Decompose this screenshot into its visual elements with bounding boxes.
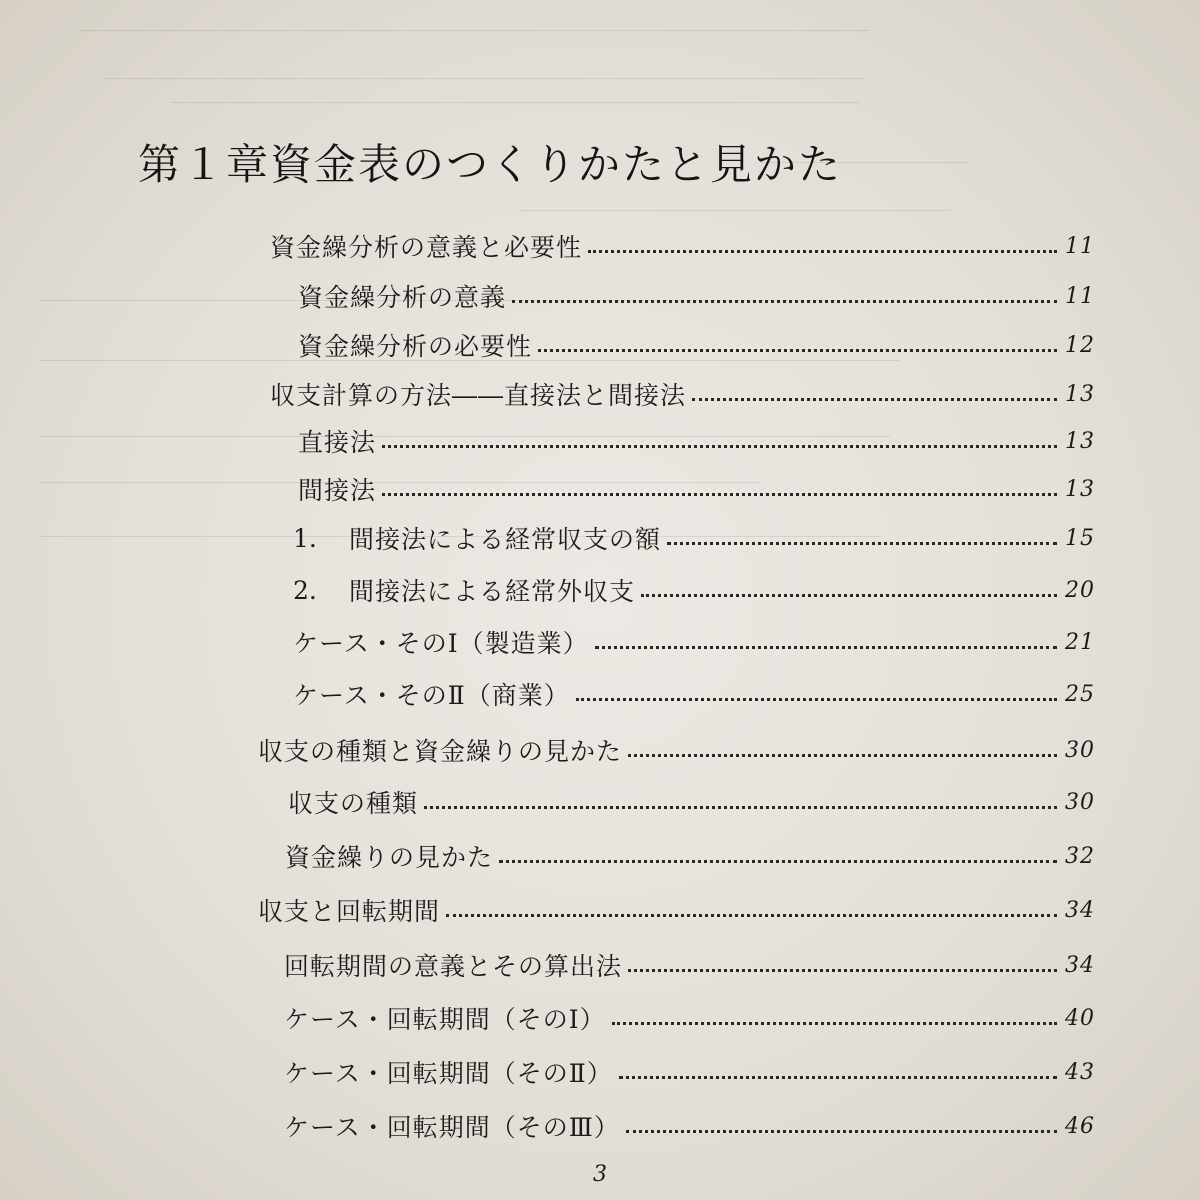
toc-entry — [284, 948, 1095, 982]
toc-entry-page: 34 — [1065, 952, 1095, 978]
toc-entry-title: ケース・回転期間（そのⅢ） — [284, 1113, 620, 1142]
toc-entry-page: 25 — [1065, 681, 1095, 707]
toc-entry-page: 21 — [1065, 629, 1095, 655]
toc-entry — [293, 677, 1095, 711]
toc-entry-page: 13 — [1065, 381, 1095, 407]
dotted-leader — [538, 349, 1057, 352]
toc-entry-page: 12 — [1065, 332, 1095, 358]
toc-entry-title: 資金繰分析の意義と必要性 — [270, 233, 583, 262]
toc-entry — [293, 573, 1095, 607]
dotted-leader — [667, 542, 1057, 545]
toc-entry-number: 2. — [293, 575, 317, 605]
dotted-leader — [619, 1076, 1057, 1079]
toc-entry-page: 13 — [1065, 476, 1095, 502]
toc-entry-title: ケース・回転期間（そのⅠ） — [284, 1005, 606, 1034]
toc-entry — [298, 328, 1095, 362]
toc-entry-page: 46 — [1065, 1113, 1095, 1139]
toc-entry — [298, 472, 1095, 506]
dotted-leader — [595, 646, 1057, 649]
toc-entry — [293, 521, 1095, 555]
toc-entry-page: 40 — [1065, 1005, 1095, 1031]
toc-entry-title: 資金繰分析の意義 — [298, 283, 507, 312]
dotted-leader — [424, 806, 1057, 809]
toc-entry — [258, 733, 1095, 767]
dotted-leader — [628, 754, 1057, 757]
toc-entry-page: 30 — [1065, 737, 1095, 763]
toc-entry — [284, 1055, 1095, 1089]
page-number: 3 — [593, 1162, 607, 1187]
dotted-leader — [576, 698, 1057, 701]
dotted-leader — [446, 914, 1057, 917]
dotted-leader — [499, 860, 1057, 863]
toc-entry-page: 30 — [1065, 789, 1095, 815]
toc-entry-page: 43 — [1065, 1059, 1095, 1085]
toc-entry — [285, 839, 1095, 873]
toc-entry-title: 間接法 — [298, 476, 377, 505]
dotted-leader — [626, 1130, 1057, 1133]
toc-entry — [288, 785, 1095, 819]
toc-entry — [270, 377, 1095, 411]
dotted-leader — [641, 594, 1057, 597]
toc-entry — [258, 893, 1095, 927]
dotted-leader — [692, 398, 1057, 401]
dotted-leader — [382, 445, 1057, 448]
toc-entry-title: 収支計算の方法――直接法と間接法 — [270, 381, 687, 410]
dotted-leader — [588, 250, 1057, 253]
dotted-leader — [512, 300, 1057, 303]
chapter-number: 第１章 — [138, 140, 271, 189]
chapter-title: 資金表のつくりかたと見かた — [270, 140, 843, 189]
toc-entry-title: 間接法による経常収支の額 — [349, 525, 662, 554]
toc-entry-page: 20 — [1065, 577, 1095, 603]
toc-entry — [298, 424, 1095, 458]
toc-entry-title: 直接法 — [298, 428, 377, 457]
toc-entry-title: 収支と回転期間 — [258, 897, 441, 926]
toc-entry-title: 間接法による経常外収支 — [349, 577, 636, 606]
toc-entry — [293, 625, 1095, 659]
toc-entry-title: 収支の種類と資金繰りの見かた — [258, 737, 623, 766]
toc-entry — [298, 279, 1095, 313]
toc-entry-page: 11 — [1065, 233, 1095, 259]
toc-entry-page: 32 — [1065, 843, 1095, 869]
toc-entry-title: 回転期間の意義とその算出法 — [284, 952, 623, 981]
toc-entry-page: 13 — [1065, 428, 1095, 454]
toc-entry-title: ケース・そのⅡ（商業） — [293, 681, 570, 710]
toc-entry-page: 11 — [1065, 283, 1095, 309]
toc-entry-title: ケース・そのⅠ（製造業） — [293, 629, 589, 658]
dotted-leader — [612, 1022, 1057, 1025]
toc-entry-title: 資金繰りの見かた — [285, 843, 494, 872]
toc-entry — [284, 1109, 1095, 1143]
toc-entry-title: 資金繰分析の必要性 — [298, 332, 533, 361]
dotted-leader — [628, 969, 1057, 972]
toc-entry — [270, 229, 1095, 263]
toc-entry-title: ケース・回転期間（そのⅡ） — [284, 1059, 613, 1088]
dotted-leader — [382, 493, 1057, 496]
toc-entry-title: 収支の種類 — [288, 789, 419, 818]
toc-entry-page: 15 — [1065, 525, 1095, 551]
toc-entry-page: 34 — [1065, 897, 1095, 923]
toc-entry-number: 1. — [293, 523, 317, 553]
toc-entry — [284, 1001, 1095, 1035]
